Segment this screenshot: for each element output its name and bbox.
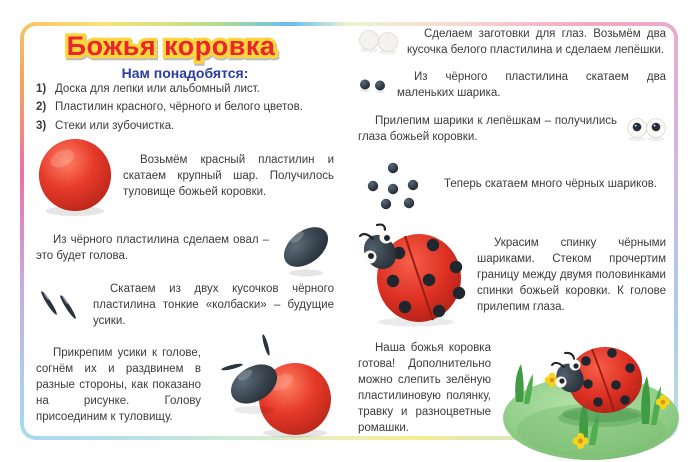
materials-list (36, 82, 334, 134)
step-text: Из чёрного пластилина сделаем овал – это будет голова. (36, 233, 269, 262)
black-plasticine-oval-image (278, 218, 334, 278)
page-title: Божья коровка (66, 31, 276, 61)
step-text: Прикрепим усики к голове, согнём их и раздвинем в разные стороны, как показано на рисунке. Голову присоединим к туловищу. (36, 346, 201, 424)
step-row (358, 26, 666, 58)
materials-item (36, 100, 334, 115)
page-content (36, 26, 666, 438)
step-text: Прилепим шарики к лепёшкам – получились глаза божьей коровки. (358, 114, 617, 143)
step-row (36, 135, 334, 217)
materials-item-number: 2) (36, 101, 47, 114)
page-title-wrap (36, 26, 334, 64)
two-white-flat-discs-image (358, 28, 398, 56)
materials-item-text: Пластилин красного, чёрного и белого цветов. (55, 101, 303, 114)
materials-item (36, 82, 334, 97)
left-column (36, 26, 334, 438)
step-text: Скатаем из двух кусочков чёрного пластилина тонкие «колбаски» – будущие усики. (93, 282, 334, 327)
step-row (358, 69, 666, 101)
step-row (358, 113, 666, 145)
step-row (36, 279, 334, 331)
step-text: Возьмём красный пластилин и скатаем крупный шар. Получилось туловище божьей коровки. (123, 153, 334, 198)
finished-eyes-image (626, 116, 666, 142)
materials-heading: Нам понадобятся: (121, 65, 249, 82)
materials-item-number: 3) (36, 119, 47, 132)
step-row (358, 338, 666, 438)
step-text: Сделаем заготовки для глаз. Возьмём два кусочка белого пластилина и сделаем лепёшки. (407, 28, 666, 57)
step-text: Из чёрного пластилина скатаем два маленьких шарика. (397, 71, 666, 100)
two-small-black-balls-image (358, 78, 388, 93)
step-row (36, 332, 334, 438)
step-row (358, 156, 666, 212)
step-text: Украсим спинку чёрными шариками. Стеком прочертим границу между двумя половинками спинки божьей коровки. К голове прилепим глаза. (477, 236, 666, 314)
step-text: Наша божья коровка готова! Дополнительно можно слепить зелёную пластилиновую полянку, травку и разноцветные ромашки. (358, 341, 491, 435)
finished-ladybug-on-meadow-image (500, 338, 682, 462)
materials-item-number: 1) (36, 83, 47, 96)
step-row (358, 223, 666, 327)
decorated-ladybug-image (358, 223, 468, 327)
red-plasticine-ball-image (36, 135, 114, 217)
materials-item-text: Доска для лепки или альбомный лист. (55, 83, 260, 96)
head-with-antennae-and-body-image (210, 332, 334, 438)
cluster-of-black-balls-image (358, 156, 418, 212)
materials-item (36, 119, 334, 134)
step-text: Теперь скатаем много чёрных шариков. (444, 177, 658, 190)
two-antennae-sticks-image (36, 279, 84, 331)
title-art (36, 26, 306, 64)
right-column (358, 26, 666, 438)
step-row (36, 218, 334, 278)
materials-item-text: Стеки или зубочистка. (55, 119, 175, 132)
